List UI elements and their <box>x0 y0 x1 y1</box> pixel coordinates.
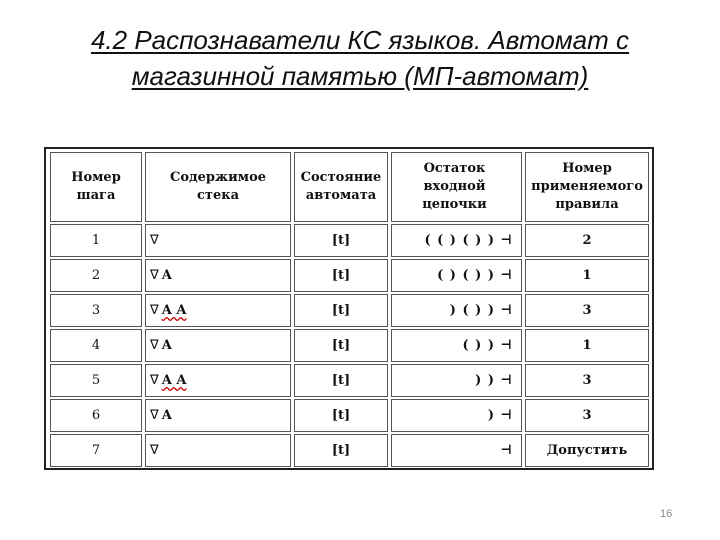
stack-content: A A <box>161 373 187 388</box>
page-number: 16 <box>660 508 673 520</box>
cell-rule: 3 <box>525 364 649 397</box>
cell-state: [t] <box>294 399 388 432</box>
cell-input: ) ( ) ) ⊣ <box>391 294 522 327</box>
cell-stack <box>145 329 291 362</box>
cell-state: [t] <box>294 224 388 257</box>
cell-rule: Допустить <box>525 434 649 467</box>
stack-content: A <box>161 408 172 423</box>
cell-step: 3 <box>50 294 142 327</box>
cell-input: ) ⊣ <box>391 399 522 432</box>
cell-input: ( ) ) ⊣ <box>391 329 522 362</box>
stack-content: A <box>161 268 172 283</box>
cell-state: [t] <box>294 329 388 362</box>
pda-trace-table <box>47 150 652 469</box>
cell-step: 5 <box>50 364 142 397</box>
stack-bottom-icon: ∇ <box>150 373 159 388</box>
cell-step: 4 <box>50 329 142 362</box>
header-state: Состояние автомата <box>294 152 388 222</box>
table-row <box>50 224 649 257</box>
cell-input: ⊣ <box>391 434 522 467</box>
table-row <box>50 364 649 397</box>
cell-state: [t] <box>294 364 388 397</box>
stack-bottom-icon: ∇ <box>150 408 159 423</box>
cell-stack <box>145 399 291 432</box>
header-stack: Содержимое стека <box>145 152 291 222</box>
stack-bottom-icon: ∇ <box>150 303 159 318</box>
cell-rule: 2 <box>525 224 649 257</box>
cell-state: [t] <box>294 294 388 327</box>
cell-stack <box>145 294 291 327</box>
table-header-row <box>50 152 649 222</box>
cell-input: ( ( ) ( ) ) ⊣ <box>391 224 522 257</box>
cell-stack <box>145 434 291 467</box>
cell-step: 6 <box>50 399 142 432</box>
header-step: Номер шага <box>50 152 142 222</box>
cell-stack <box>145 259 291 292</box>
header-rule: Номер применяемого правила <box>525 152 649 222</box>
stack-bottom-icon: ∇ <box>150 443 159 458</box>
cell-rule: 3 <box>525 294 649 327</box>
table-row <box>50 259 649 292</box>
cell-state: [t] <box>294 259 388 292</box>
table-row <box>50 294 649 327</box>
stack-bottom-icon: ∇ <box>150 233 159 248</box>
cell-stack <box>145 364 291 397</box>
stack-bottom-icon: ∇ <box>150 338 159 353</box>
cell-input: ( ) ( ) ) ⊣ <box>391 259 522 292</box>
cell-step: 7 <box>50 434 142 467</box>
cell-step: 1 <box>50 224 142 257</box>
cell-rule: 3 <box>525 399 649 432</box>
cell-state: [t] <box>294 434 388 467</box>
table-row <box>50 399 649 432</box>
header-input: Остаток входной цепочки <box>391 152 522 222</box>
stack-content: A A <box>161 303 187 318</box>
cell-stack <box>145 224 291 257</box>
cell-rule: 1 <box>525 259 649 292</box>
stack-content: A <box>161 338 172 353</box>
table-row <box>50 329 649 362</box>
cell-step: 2 <box>50 259 142 292</box>
table-row <box>50 434 649 467</box>
cell-input: ) ) ⊣ <box>391 364 522 397</box>
stack-bottom-icon: ∇ <box>150 268 159 283</box>
cell-rule: 1 <box>525 329 649 362</box>
slide-title: 4.2 Распознаватели КС языков. Автомат с магазинной памятью (МП-автомат) <box>90 25 630 91</box>
